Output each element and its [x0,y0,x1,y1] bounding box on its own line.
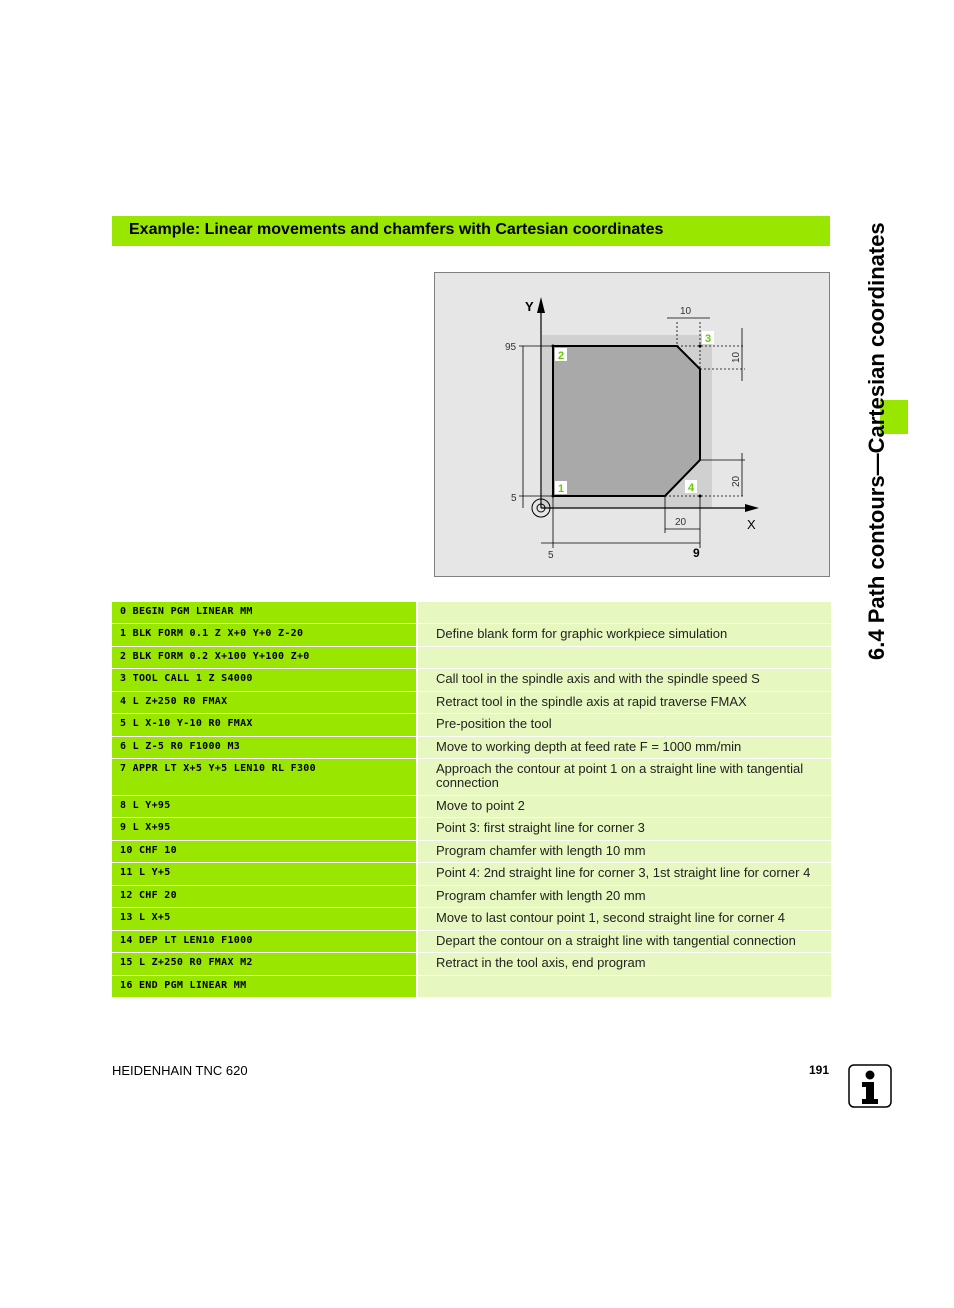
table-row [112,737,831,759]
nc-comment: Point 4: 2nd straight line for corner 3, 1st straight line for corner 4 [418,863,831,885]
workpiece-contour [553,346,700,496]
table-row [112,976,831,998]
table-row [112,692,831,714]
nc-comment: Depart the contour on a straight line with tangential connection [418,931,831,952]
nc-comment: Call tool in the spindle axis and with the spindle speed S [418,669,831,691]
nc-block: 1 BLK FORM 0.1 Z X+0 Y+0 Z-20 [112,624,416,646]
nc-comment: Move to point 2 [418,796,831,817]
nc-comment: Approach the contour at point 1 on a straight line with tangential connection [418,759,831,795]
point-3-label: 3 [705,333,712,345]
section-title-bar [112,216,830,246]
nc-block: 6 L Z-5 R0 F1000 M3 [112,737,416,758]
table-row [112,931,831,953]
dim-5-y: 5 [511,493,517,504]
point-dot [552,495,555,498]
dim-20-bottom: 20 [675,517,687,528]
nc-block: 9 L X+95 [112,818,416,840]
y-arrow [537,297,545,313]
table-row [112,908,831,931]
dim-10-top: 10 [680,306,692,317]
nc-block: 12 CHF 20 [112,886,416,907]
table-row [112,796,831,818]
y-axis-label: Y [525,299,534,314]
nc-block: 14 DEP LT LEN10 F1000 [112,931,416,952]
nc-comment [418,647,831,668]
x-axis-label: X [747,517,756,532]
point-dot [552,345,555,348]
point-4-label: 4 [688,482,695,494]
nc-block: 5 L X-10 Y-10 R0 FMAX [112,714,416,736]
nc-block: 11 L Y+5 [112,863,416,885]
page-number: 191 [809,1063,830,1077]
section-title: Example: Linear movements and chamfers with Cartesian coordinates [129,221,664,238]
dim-20-right: 20 [731,475,742,487]
nc-comment: Program chamfer with length 10 mm [418,841,831,862]
nc-comment [418,976,831,997]
nc-comment: Retract in the tool axis, end program [418,953,831,975]
table-row [112,669,831,692]
point-dot [699,345,702,348]
table-row [112,953,831,976]
program-table [112,602,831,998]
dim-95: 95 [505,342,517,353]
contour-drawing [435,273,829,576]
table-row [112,624,831,647]
point-2-label: 2 [558,350,565,362]
table-row [112,647,831,669]
nc-block: 13 L X+5 [112,908,416,930]
nc-comment: Pre-position the tool [418,714,831,736]
dim-10-right: 10 [731,351,742,363]
table-row [112,818,831,841]
chapter-side-title: 6.4 Path contours—Cartesian coordinates [864,222,889,660]
point-1-label: 1 [558,483,565,495]
nc-comment: Point 3: first straight line for corner 3 [418,818,831,840]
table-row [112,759,831,796]
nc-block: 2 BLK FORM 0.2 X+100 Y+100 Z+0 [112,647,416,668]
nc-block: 7 APPR LT X+5 Y+5 LEN10 RL F300 [112,759,416,795]
nc-block: 3 TOOL CALL 1 Z S4000 [112,669,416,691]
nc-comment: Move to working depth at feed rate F = 1000 mm/min [418,737,831,758]
table-row [112,886,831,908]
nc-comment: Define blank form for graphic workpiece simulation [418,624,831,646]
contour-figure [434,272,830,577]
figure-number: 9 [693,546,700,560]
nc-comment [418,602,831,623]
x-arrow [745,504,759,512]
nc-block: 10 CHF 10 [112,841,416,862]
nc-comment: Retract tool in the spindle axis at rapid traverse FMAX [418,692,831,713]
footer-manual-title: HEIDENHAIN TNC 620 [112,1063,248,1078]
dim-5-x: 5 [548,550,554,561]
nc-block: 15 L Z+250 R0 FMAX M2 [112,953,416,975]
nc-block: 16 END PGM LINEAR MM [112,976,416,997]
table-row [112,714,831,737]
point-dot [699,495,702,498]
nc-block: 8 L Y+95 [112,796,416,817]
table-row [112,863,831,886]
table-row [112,602,831,624]
nc-block: 0 BEGIN PGM LINEAR MM [112,602,416,623]
nc-comment: Program chamfer with length 20 mm [418,886,831,907]
info-icon [848,1064,892,1108]
nc-comment: Move to last contour point 1, second straight line for corner 4 [418,908,831,930]
table-row [112,841,831,863]
nc-block: 4 L Z+250 R0 FMAX [112,692,416,713]
